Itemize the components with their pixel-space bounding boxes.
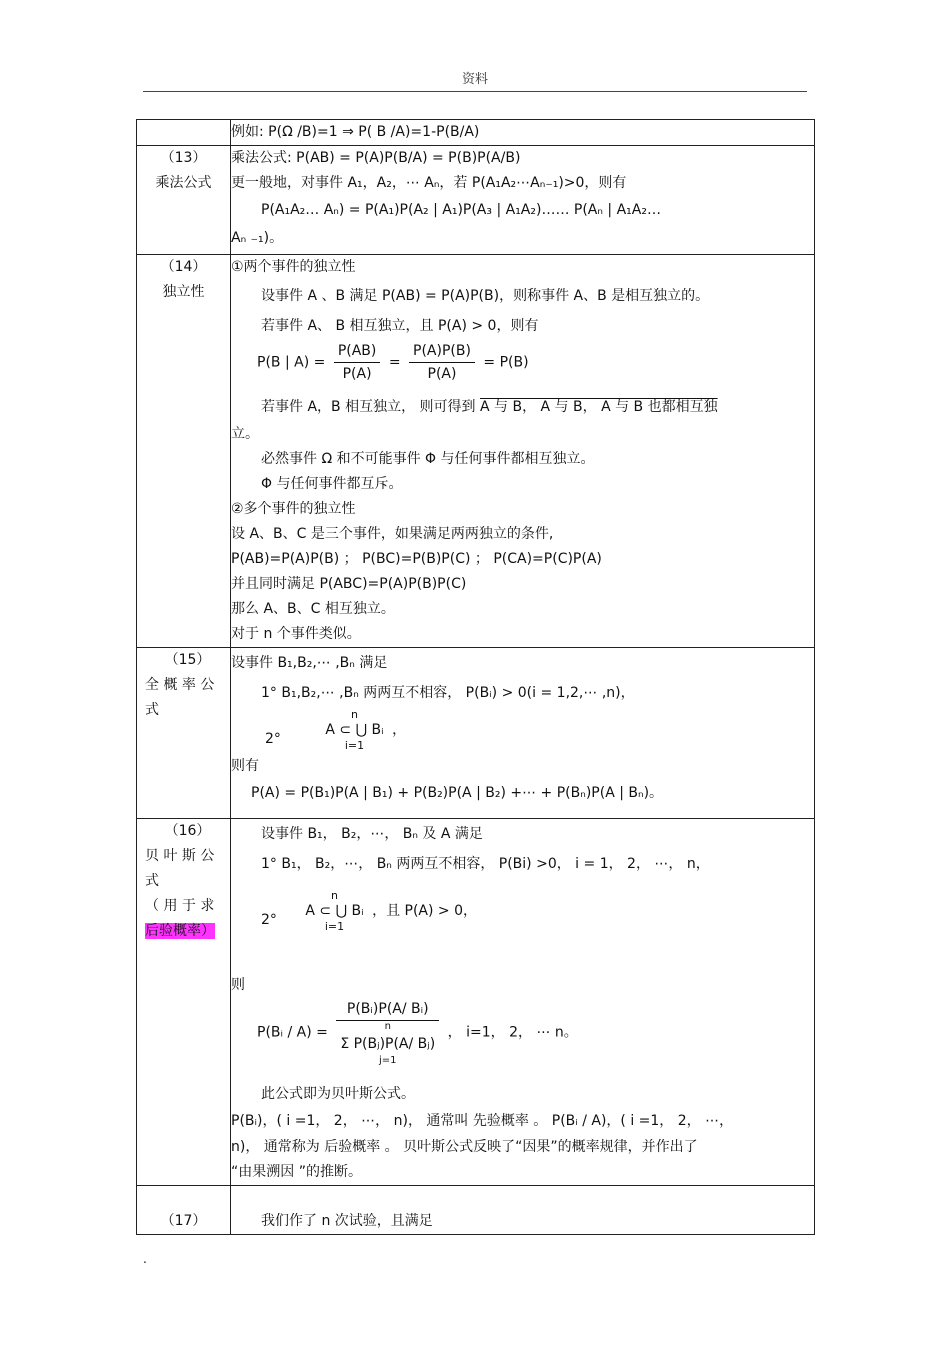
bayes-sum-bottom: j=1 bbox=[378, 1055, 397, 1066]
indep-two-title: ①两个事件的独立性 bbox=[231, 259, 356, 275]
row-content-17 bbox=[231, 1186, 815, 1235]
total-union-expr: A ⊂ ⋃ Bᵢ bbox=[325, 722, 384, 738]
bayes-frac bbox=[336, 998, 439, 1067]
bayes-formula-tail: ， i=1， 2， ⋯ n。 bbox=[447, 1024, 578, 1041]
row-number-15: （15） bbox=[164, 652, 211, 668]
row-label-14 bbox=[137, 255, 231, 648]
equals-sign: = bbox=[388, 354, 401, 371]
indep-complement bbox=[231, 392, 814, 422]
indep-complement-b: A 与 B， A 与 B， A 与 B 也都相互独 bbox=[480, 399, 718, 415]
indep-pairwise: P(AB)=P(A)P(B) ； P(BC)=P(B)P(C) ； P(CA)=P(C)P(A) bbox=[231, 551, 602, 567]
total-union bbox=[325, 708, 383, 752]
bayes-name: 此公式即为贝叶斯公式。 bbox=[261, 1086, 415, 1102]
total-cond-2 bbox=[231, 708, 814, 754]
formula-table bbox=[136, 119, 815, 1235]
total-setup: 设事件 B₁,B₂,⋯ ,Bₙ 满足 bbox=[231, 655, 388, 671]
bayes-union-expr: A ⊂ ⋃ Bᵢ bbox=[305, 903, 364, 919]
bayes-cond-1: 1° B₁， B₂，⋯， Bₙ 两两互不相容， P(Bi) >0， i = 1， 2， ⋯， n， bbox=[261, 856, 710, 872]
total-cond-2-tail: ， bbox=[392, 722, 407, 738]
table-row-15 bbox=[137, 648, 815, 819]
mult-chain: P(A₁A₂… Aₙ) = P(A₁)P(A₂ | A₁)P(A₃ | A₁A₂)…… P(Aₙ | A₁A₂… bbox=[261, 202, 661, 218]
indep-complement-a: 若事件 A，B 相互独立， 则可得到 bbox=[261, 399, 476, 415]
bayes-union bbox=[305, 889, 363, 933]
example-line: 例如: P(Ω /B)=1 ⇒ P( B /A)=1-P(B/A) bbox=[231, 124, 480, 140]
bayes-prior: P(Bᵢ)，( i =1， 2， ⋯， n)， 通常叫 先验概率 。 P(Bᵢ / A)，( i =1， 2， ⋯， bbox=[231, 1113, 734, 1129]
row-number-17: （17） bbox=[160, 1213, 207, 1229]
indep-def: 设事件 A 、B 满足 P(AB) = P(A)P(B)，则称事件 A、B 是相互独立的。 bbox=[261, 288, 710, 304]
indep-joint: 并且同时满足 P(ABC)=P(A)P(B)P(C) bbox=[231, 576, 467, 592]
row-name-14: 独立性 bbox=[162, 284, 205, 300]
table-row-16 bbox=[137, 819, 815, 1186]
indep-certain: 必然事件 Ω 和不可能事件 Φ 与任何事件都相互独立。 bbox=[261, 451, 595, 467]
total-union-top: n bbox=[351, 708, 358, 721]
row-name-15b: 式 bbox=[145, 702, 159, 718]
total-cond-1: 1° B₁,B₂,⋯ ,Bₙ 两两互不相容， P(Bᵢ) > 0(i = 1,2,⋯ ,n)， bbox=[261, 685, 635, 701]
bayes-cond-2-tail: ，且 P(A) > 0， bbox=[372, 903, 478, 919]
row-label-13 bbox=[137, 146, 231, 255]
bayes-union-bottom: i=1 bbox=[324, 920, 345, 933]
total-union-bottom: i=1 bbox=[344, 739, 365, 752]
indep-frac-2-num: P(A)P(B) bbox=[409, 340, 475, 363]
row-number-14: （14） bbox=[160, 259, 207, 275]
table-row-14 bbox=[137, 255, 815, 648]
indep-formula-rhs: = P(B) bbox=[483, 354, 529, 371]
row-label-15 bbox=[137, 648, 231, 819]
bayes-posterior: n)， 通常称为 后验概率 。 贝叶斯公式反映了“因果”的概率规律，并作出了 bbox=[231, 1139, 698, 1155]
bayes-frac-den: Σ P(Bⱼ)P(A/ Bⱼ) bbox=[340, 1036, 436, 1052]
indep-cond: 若事件 A、 B 相互独立，且 P(A) > 0，则有 bbox=[261, 318, 539, 334]
total-formula: P(A) = P(B₁)P(A | B₁) + P(B₂)P(A | B₂) +⋯ + P(Bₙ)P(A | Bₙ)。 bbox=[251, 785, 664, 801]
bayes-sum-top: n bbox=[384, 1021, 391, 1032]
indep-formula-lhs: P(B | A) = bbox=[257, 354, 326, 371]
row-label-16 bbox=[137, 819, 231, 1186]
row-name-16a: 贝 叶 斯 公 bbox=[145, 848, 215, 864]
trials-intro: 我们作了 n 次试验，且满足 bbox=[261, 1213, 433, 1229]
page-header: 资料 bbox=[461, 72, 488, 87]
bayes-cond-2 bbox=[231, 879, 814, 973]
bayes-setup: 设事件 B₁， B₂，⋯， Bₙ 及 A 满足 bbox=[261, 826, 483, 842]
table-row-17 bbox=[137, 1186, 815, 1235]
row-label-17 bbox=[137, 1186, 231, 1235]
indep-frac-1-num: P(AB) bbox=[334, 340, 381, 363]
indep-multi-def: 设 A、B、C 是三个事件，如果满足两两独立的条件, bbox=[231, 526, 554, 542]
table-row-example bbox=[137, 120, 815, 146]
bayes-then: 则 bbox=[231, 977, 245, 993]
table-row-13 bbox=[137, 146, 815, 255]
row-label-empty bbox=[137, 120, 231, 146]
row-number-13: （13） bbox=[160, 150, 207, 166]
row-content-example bbox=[231, 120, 815, 146]
bayes-frac-num: P(Bᵢ)P(A/ Bᵢ) bbox=[336, 998, 439, 1021]
bayes-inference: “由果溯因 ”的推断。 bbox=[231, 1164, 362, 1180]
indep-complement-tail: 立。 bbox=[231, 426, 259, 442]
row-name-13: 乘法公式 bbox=[155, 175, 212, 191]
row-name-15a: 全 概 率 公 bbox=[145, 677, 215, 693]
bayes-formula bbox=[231, 998, 814, 1082]
row-name-16c: （ 用 于 求 bbox=[145, 898, 215, 914]
indep-conclusion: 那么 A、B、C 相互独立。 bbox=[231, 601, 395, 617]
bayes-union-top: n bbox=[331, 889, 338, 902]
total-then: 则有 bbox=[231, 758, 259, 774]
bayes-formula-lhs: P(Bᵢ / A) = bbox=[257, 1024, 328, 1041]
bayes-cond-2-marker: 2° bbox=[261, 912, 277, 928]
row-content-13 bbox=[231, 146, 815, 255]
row-name-16b: 式 bbox=[145, 873, 159, 889]
indep-exclusive: Φ 与任何事件都互斥。 bbox=[261, 476, 403, 492]
header-rule bbox=[143, 91, 807, 92]
indep-multi-title: ②多个事件的独立性 bbox=[231, 501, 356, 517]
row-number-16: （16） bbox=[164, 823, 211, 839]
indep-frac-1 bbox=[334, 340, 381, 385]
row-content-16 bbox=[231, 819, 815, 1186]
mult-formula: 乘法公式: P(AB) = P(A)P(B/A) = P(B)P(A/B) bbox=[231, 150, 521, 166]
highlight-posterior: 后验概率） bbox=[145, 923, 215, 939]
indep-frac-2-den: P(A) bbox=[427, 366, 457, 382]
total-cond-2-marker: 2° bbox=[265, 731, 281, 747]
indep-frac-1-den: P(A) bbox=[342, 366, 372, 382]
indep-formula bbox=[231, 340, 814, 392]
footer-mark: . bbox=[143, 1252, 147, 1266]
row-content-14 bbox=[231, 255, 815, 648]
row-content-15 bbox=[231, 648, 815, 819]
mult-chain-tail: Aₙ ₋₁)。 bbox=[231, 230, 284, 246]
mult-general: 更一般地，对事件 A₁，A₂，⋯ Aₙ，若 P(A₁A₂⋯Aₙ₋₁)>0，则有 bbox=[231, 175, 627, 191]
indep-frac-2 bbox=[409, 340, 475, 385]
indep-n-events: 对于 n 个事件类似。 bbox=[231, 626, 361, 642]
